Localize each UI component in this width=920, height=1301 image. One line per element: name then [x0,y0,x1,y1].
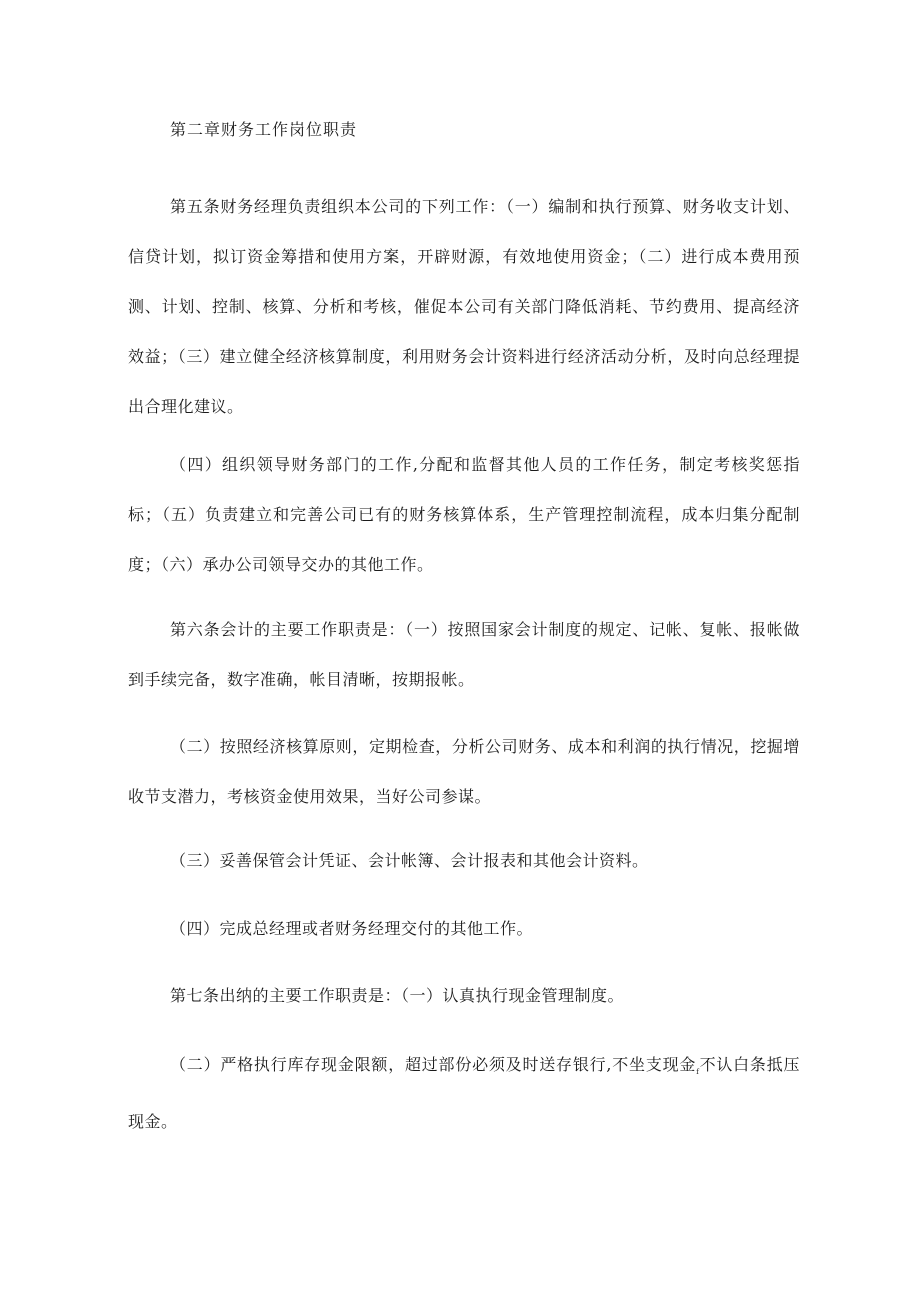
article-7-item-2 [128,1040,800,1147]
article-7-item-2-text-b: 不认白条抵压现金。 [128,1055,800,1132]
article-6-item-3: （三）妥善保管会计凭证、会计帐簿、会计报表和其他会计资料。 [170,851,649,870]
article-6-item-1: 第六条会计的主要工作职责是：（一）按照国家会计制度的规定、记帐、复帐、报帐做到手续完备，数字准确，帐目清晰，按期报帐。 [128,620,800,689]
chapter-title: 第二章财务工作岗位职责 [170,120,358,139]
article-7-item-1: 第七条出纳的主要工作职责是：（一）认真执行现金管理制度。 [170,986,625,1005]
article-5-paragraph-1: 第五条财务经理负责组织本公司的下列工作：（一）编制和执行预算、财务收支计划、信贷计划，拟订资金筹措和使用方案，开辟财源，有效地使用资金；（二）进行成本费用预测、计划、控制、核算、分析和考核，催促本公司有关部门降低消耗、节约费用、提高经济效益；（三）建立健全经济核算制度，利用财务会计资料进行经济活动分析，及时向总经理提出合理化建议。 [128,197,800,416]
article-6-item-2: （二）按照经济核算原则，定期检查，分析公司财务、成本和利润的执行情况，挖掘增收节支潜力，考核资金使用效果，当好公司参谋。 [128,737,800,806]
article-7-item-2-text-a: （二）严格执行库存现金限额，超过部份必须及时送存银行,不坐支现金 [170,1055,697,1074]
article-6-item-4: （四）完成总经理或者财务经理交付的其他工作。 [170,919,534,938]
article-5-paragraph-2: （四）组织领导财务部门的工作,分配和监督其他人员的工作任务，制定考核奖惩指标；（五）负责建立和完善公司已有的财务核算体系，生产管理控制流程，成本归集分配制度；（六）承办公司领导交办的其他工作。 [128,455,800,574]
stray-mark: f [696,1068,700,1077]
